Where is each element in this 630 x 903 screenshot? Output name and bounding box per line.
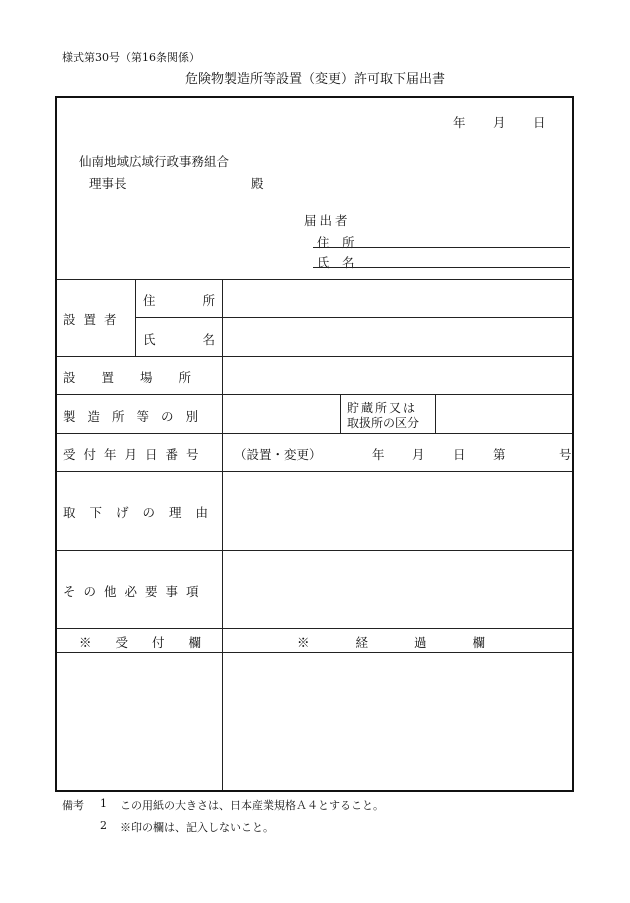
label-facility-type: 製造所等の別 [63,409,211,424]
note-2-number: 2 [100,819,107,832]
notifier-heading: 届出者 [304,213,351,228]
rule-type-bottom [57,433,572,434]
addressee-org: 仙南地域広域行政事務組合 [79,154,230,169]
reception-month: 月 [412,447,425,462]
rule-reception-bottom [57,471,572,472]
note-1-number: 1 [100,797,107,810]
rule-other-bottom [57,628,572,629]
label-location: 設置場所 [63,370,218,385]
note-2-text: ※印の欄は、記入しないこと。 [120,821,274,834]
label-installer-name: 氏 名 [143,332,215,347]
label-installer-address: 住 所 [143,293,215,308]
rule-storage-left [340,394,341,433]
rule-label-column [222,279,223,790]
label-progress-column: ※経過欄 [297,635,532,650]
reception-year: 年 [372,447,385,462]
reception-day: 日 [453,447,466,462]
label-other: その他必要事項 [63,584,207,599]
rule-installer-divider [135,279,136,356]
form-number: 様式第30号（第16条関係） [62,51,200,64]
notifier-address-label: 住 所 [317,235,355,250]
date-month: 月 [493,115,506,130]
form-frame [55,96,574,792]
notifier-address-line [313,247,570,248]
rule-storage-right [435,394,436,433]
notifier-name-line [313,267,570,268]
reception-no: 第 [493,447,506,462]
label-reception-date: 受付年月日番号 [63,447,207,462]
reception-go: 号 [559,447,572,462]
notes-label: 備考 [62,799,84,812]
note-1-text: この用紙の大きさは、日本産業規格Ａ４とすること。 [120,799,384,812]
rule-installer-mid [135,317,572,318]
rule-office-header-bottom [57,652,572,653]
date-year: 年 [453,115,466,130]
rule-reason-bottom [57,550,572,551]
date-day: 日 [533,115,546,130]
notifier-name-label: 氏 名 [317,255,355,270]
addressee-honorific: 殿 [251,176,264,191]
label-reception-column: ※受付欄 [79,635,226,650]
addressee-role: 理事長 [89,176,127,191]
label-installer: 設置者 [63,312,125,327]
reception-kind: （設置・変更） [234,447,322,462]
rule-location-bottom [57,394,572,395]
label-storage-2: 取扱所の区分 [347,416,420,430]
label-storage-1: 貯蔵所又は [347,401,418,415]
label-reason: 取下げの理由 [63,505,223,520]
document-title: 危険物製造所等設置（変更）許可取下届出書 [184,72,445,87]
rule-installer-bottom [57,356,572,357]
